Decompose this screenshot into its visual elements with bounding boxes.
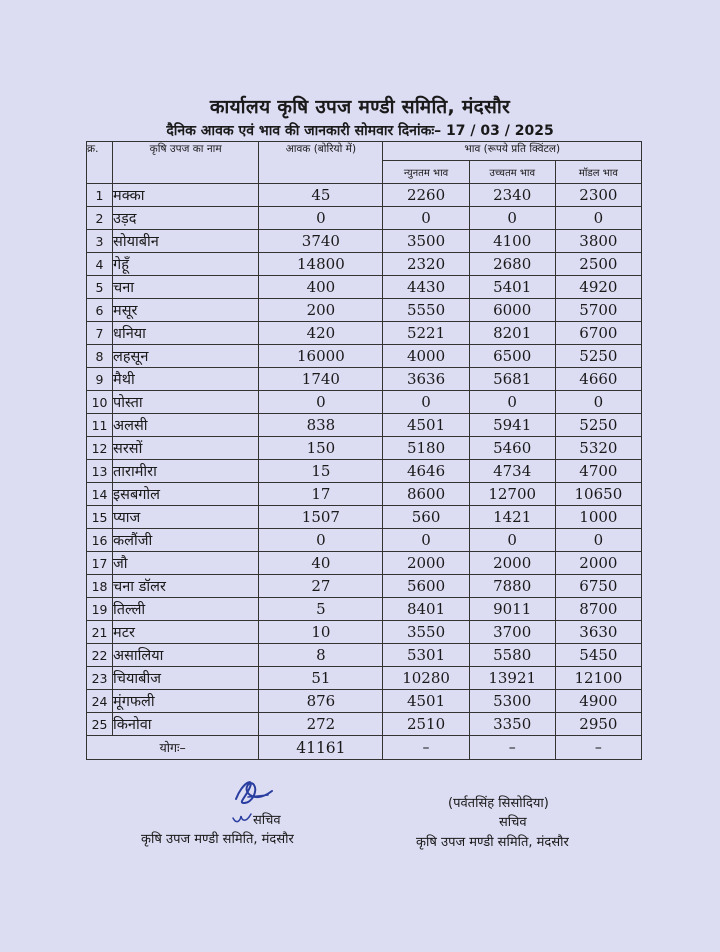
cell-commodity: सरसों bbox=[113, 437, 259, 460]
cell-arrival: 45 bbox=[259, 184, 383, 207]
cell-min-price: 0 bbox=[383, 391, 469, 414]
cell-modal-price: 2500 bbox=[555, 253, 641, 276]
cell-min-price: 560 bbox=[383, 506, 469, 529]
cell-arrival: 838 bbox=[259, 414, 383, 437]
cell-commodity: तारामीरा bbox=[113, 460, 259, 483]
header-min-price: न्युनतम भाव bbox=[383, 161, 469, 184]
cell-min-price: 4646 bbox=[383, 460, 469, 483]
cell-arrival: 17 bbox=[259, 483, 383, 506]
cell-max-price: 5401 bbox=[469, 276, 555, 299]
signature-initial-mark bbox=[231, 812, 253, 824]
cell-sno: 24 bbox=[87, 690, 113, 713]
cell-sno: 16 bbox=[87, 529, 113, 552]
table-row bbox=[87, 414, 642, 437]
cell-modal-price: 5250 bbox=[555, 345, 641, 368]
table-row bbox=[87, 552, 642, 575]
cell-commodity: प्याज bbox=[113, 506, 259, 529]
cell-min-price: 5600 bbox=[383, 575, 469, 598]
total-arrival: 41161 bbox=[259, 736, 383, 760]
cell-commodity: असालिया bbox=[113, 644, 259, 667]
table-row bbox=[87, 598, 642, 621]
cell-min-price: 5301 bbox=[383, 644, 469, 667]
cell-min-price: 2260 bbox=[383, 184, 469, 207]
cell-modal-price: 6700 bbox=[555, 322, 641, 345]
table-row bbox=[87, 460, 642, 483]
cell-max-price: 13921 bbox=[469, 667, 555, 690]
cell-sno: 5 bbox=[87, 276, 113, 299]
cell-sno: 22 bbox=[87, 644, 113, 667]
cell-commodity: कलौंजी bbox=[113, 529, 259, 552]
mandi-rates-table bbox=[86, 141, 642, 760]
cell-max-price: 9011 bbox=[469, 598, 555, 621]
cell-commodity: धनिया bbox=[113, 322, 259, 345]
header-price: भाव (रूपये प्रति क्विंटल) bbox=[383, 142, 642, 161]
cell-max-price: 8201 bbox=[469, 322, 555, 345]
cell-modal-price: 2300 bbox=[555, 184, 641, 207]
cell-sno: 14 bbox=[87, 483, 113, 506]
cell-min-price: 4000 bbox=[383, 345, 469, 368]
cell-modal-price: 4920 bbox=[555, 276, 641, 299]
cell-arrival: 1507 bbox=[259, 506, 383, 529]
cell-max-price: 1421 bbox=[469, 506, 555, 529]
cell-commodity: मसूर bbox=[113, 299, 259, 322]
cell-arrival: 51 bbox=[259, 667, 383, 690]
cell-modal-price: 1000 bbox=[555, 506, 641, 529]
left-signatory-title: सचिव bbox=[253, 813, 281, 828]
cell-commodity: सोयाबीन bbox=[113, 230, 259, 253]
cell-sno: 8 bbox=[87, 345, 113, 368]
table-row bbox=[87, 621, 642, 644]
cell-arrival: 40 bbox=[259, 552, 383, 575]
cell-modal-price: 4700 bbox=[555, 460, 641, 483]
cell-arrival: 27 bbox=[259, 575, 383, 598]
table-row bbox=[87, 506, 642, 529]
table-row bbox=[87, 713, 642, 736]
cell-modal-price: 10650 bbox=[555, 483, 641, 506]
cell-sno: 4 bbox=[87, 253, 113, 276]
cell-modal-price: 5250 bbox=[555, 414, 641, 437]
cell-min-price: 3550 bbox=[383, 621, 469, 644]
table-row bbox=[87, 575, 642, 598]
cell-max-price: 0 bbox=[469, 529, 555, 552]
cell-max-price: 7880 bbox=[469, 575, 555, 598]
cell-arrival: 200 bbox=[259, 299, 383, 322]
cell-commodity: गेहूँ bbox=[113, 253, 259, 276]
table-row bbox=[87, 690, 642, 713]
cell-sno: 25 bbox=[87, 713, 113, 736]
cell-max-price: 5460 bbox=[469, 437, 555, 460]
cell-min-price: 3500 bbox=[383, 230, 469, 253]
table-row bbox=[87, 184, 642, 207]
total-min: – bbox=[383, 736, 469, 760]
cell-sno: 23 bbox=[87, 667, 113, 690]
cell-modal-price: 2000 bbox=[555, 552, 641, 575]
table-row bbox=[87, 345, 642, 368]
right-signatory-name: (पर्वतसिंह सिसोदिया) bbox=[448, 796, 549, 811]
cell-arrival: 14800 bbox=[259, 253, 383, 276]
cell-modal-price: 2950 bbox=[555, 713, 641, 736]
table-row bbox=[87, 207, 642, 230]
total-row bbox=[87, 736, 642, 760]
cell-min-price: 4501 bbox=[383, 690, 469, 713]
cell-arrival: 272 bbox=[259, 713, 383, 736]
cell-arrival: 876 bbox=[259, 690, 383, 713]
cell-modal-price: 4660 bbox=[555, 368, 641, 391]
cell-min-price: 5550 bbox=[383, 299, 469, 322]
cell-max-price: 5941 bbox=[469, 414, 555, 437]
cell-max-price: 0 bbox=[469, 391, 555, 414]
cell-arrival: 1740 bbox=[259, 368, 383, 391]
cell-sno: 17 bbox=[87, 552, 113, 575]
cell-max-price: 4734 bbox=[469, 460, 555, 483]
cell-max-price: 3700 bbox=[469, 621, 555, 644]
cell-sno: 6 bbox=[87, 299, 113, 322]
cell-arrival: 420 bbox=[259, 322, 383, 345]
cell-commodity: मैथी bbox=[113, 368, 259, 391]
cell-max-price: 6500 bbox=[469, 345, 555, 368]
cell-min-price: 2510 bbox=[383, 713, 469, 736]
right-signatory-title: सचिव bbox=[499, 815, 527, 830]
cell-arrival: 15 bbox=[259, 460, 383, 483]
table-row bbox=[87, 644, 642, 667]
cell-modal-price: 5700 bbox=[555, 299, 641, 322]
header-arrival: आवक (बोरियो में) bbox=[259, 142, 383, 184]
cell-sno: 15 bbox=[87, 506, 113, 529]
cell-sno: 18 bbox=[87, 575, 113, 598]
cell-min-price: 0 bbox=[383, 207, 469, 230]
header-commodity: कृषि उपज का नाम bbox=[113, 142, 259, 184]
table-row bbox=[87, 322, 642, 345]
cell-modal-price: 12100 bbox=[555, 667, 641, 690]
cell-commodity: जौ bbox=[113, 552, 259, 575]
cell-commodity: चना bbox=[113, 276, 259, 299]
cell-modal-price: 5320 bbox=[555, 437, 641, 460]
page-subtitle: दैनिक आवक एवं भाव की जानकारी सोमवार दिनांकः– 17 / 03 / 2025 bbox=[166, 123, 554, 139]
cell-commodity: अलसी bbox=[113, 414, 259, 437]
cell-commodity: इसबगोल bbox=[113, 483, 259, 506]
cell-arrival: 0 bbox=[259, 391, 383, 414]
cell-sno: 10 bbox=[87, 391, 113, 414]
table-row bbox=[87, 230, 642, 253]
cell-sno: 3 bbox=[87, 230, 113, 253]
cell-min-price: 8600 bbox=[383, 483, 469, 506]
cell-arrival: 0 bbox=[259, 207, 383, 230]
cell-max-price: 5580 bbox=[469, 644, 555, 667]
header-sno: क्र. bbox=[87, 142, 113, 184]
cell-arrival: 150 bbox=[259, 437, 383, 460]
cell-sno: 11 bbox=[87, 414, 113, 437]
cell-commodity: चियाबीज bbox=[113, 667, 259, 690]
cell-sno: 19 bbox=[87, 598, 113, 621]
cell-modal-price: 3800 bbox=[555, 230, 641, 253]
table-row bbox=[87, 299, 642, 322]
cell-max-price: 6000 bbox=[469, 299, 555, 322]
cell-max-price: 5300 bbox=[469, 690, 555, 713]
right-signatory-office: कृषि उपज मण्डी समिति, मंदसौर bbox=[416, 835, 569, 850]
table-row bbox=[87, 391, 642, 414]
total-label: योगः– bbox=[87, 736, 259, 760]
cell-commodity: चना डॉलर bbox=[113, 575, 259, 598]
cell-modal-price: 5450 bbox=[555, 644, 641, 667]
cell-arrival: 5 bbox=[259, 598, 383, 621]
table-body bbox=[87, 184, 642, 736]
cell-modal-price: 0 bbox=[555, 391, 641, 414]
cell-min-price: 3636 bbox=[383, 368, 469, 391]
cell-modal-price: 0 bbox=[555, 207, 641, 230]
header-max-price: उच्चतम भाव bbox=[469, 161, 555, 184]
cell-min-price: 2000 bbox=[383, 552, 469, 575]
table-row bbox=[87, 276, 642, 299]
cell-commodity: लहसून bbox=[113, 345, 259, 368]
cell-modal-price: 0 bbox=[555, 529, 641, 552]
cell-commodity: पोस्ता bbox=[113, 391, 259, 414]
cell-sno: 21 bbox=[87, 621, 113, 644]
cell-sno: 12 bbox=[87, 437, 113, 460]
cell-arrival: 8 bbox=[259, 644, 383, 667]
cell-commodity: किनोवा bbox=[113, 713, 259, 736]
cell-min-price: 4501 bbox=[383, 414, 469, 437]
left-signatory-office: कृषि उपज मण्डी समिति, मंदसौर bbox=[141, 832, 294, 847]
cell-sno: 2 bbox=[87, 207, 113, 230]
cell-modal-price: 6750 bbox=[555, 575, 641, 598]
cell-min-price: 5180 bbox=[383, 437, 469, 460]
cell-sno: 13 bbox=[87, 460, 113, 483]
table-row bbox=[87, 368, 642, 391]
cell-modal-price: 3630 bbox=[555, 621, 641, 644]
cell-arrival: 400 bbox=[259, 276, 383, 299]
table-row bbox=[87, 437, 642, 460]
cell-arrival: 10 bbox=[259, 621, 383, 644]
cell-commodity: मक्का bbox=[113, 184, 259, 207]
cell-arrival: 16000 bbox=[259, 345, 383, 368]
total-max: – bbox=[469, 736, 555, 760]
cell-max-price: 12700 bbox=[469, 483, 555, 506]
cell-sno: 9 bbox=[87, 368, 113, 391]
cell-commodity: मूंगफली bbox=[113, 690, 259, 713]
cell-commodity: उड़द bbox=[113, 207, 259, 230]
cell-modal-price: 8700 bbox=[555, 598, 641, 621]
cell-max-price: 4100 bbox=[469, 230, 555, 253]
cell-min-price: 10280 bbox=[383, 667, 469, 690]
signature-mark bbox=[228, 773, 276, 809]
cell-commodity: तिल्ली bbox=[113, 598, 259, 621]
cell-min-price: 8401 bbox=[383, 598, 469, 621]
cell-max-price: 2680 bbox=[469, 253, 555, 276]
table-row bbox=[87, 529, 642, 552]
cell-arrival: 3740 bbox=[259, 230, 383, 253]
table-row bbox=[87, 253, 642, 276]
cell-sno: 7 bbox=[87, 322, 113, 345]
total-modal: – bbox=[555, 736, 641, 760]
cell-commodity: मटर bbox=[113, 621, 259, 644]
table-row bbox=[87, 667, 642, 690]
cell-min-price: 2320 bbox=[383, 253, 469, 276]
cell-modal-price: 4900 bbox=[555, 690, 641, 713]
cell-max-price: 2000 bbox=[469, 552, 555, 575]
cell-min-price: 0 bbox=[383, 529, 469, 552]
cell-min-price: 4430 bbox=[383, 276, 469, 299]
cell-max-price: 3350 bbox=[469, 713, 555, 736]
header-modal-price: मॉडल भाव bbox=[555, 161, 641, 184]
cell-sno: 1 bbox=[87, 184, 113, 207]
page-title: कार्यालय कृषि उपज मण्डी समिति, मंदसौर bbox=[209, 96, 511, 118]
cell-max-price: 5681 bbox=[469, 368, 555, 391]
cell-max-price: 0 bbox=[469, 207, 555, 230]
cell-min-price: 5221 bbox=[383, 322, 469, 345]
cell-max-price: 2340 bbox=[469, 184, 555, 207]
cell-arrival: 0 bbox=[259, 529, 383, 552]
table-row bbox=[87, 483, 642, 506]
